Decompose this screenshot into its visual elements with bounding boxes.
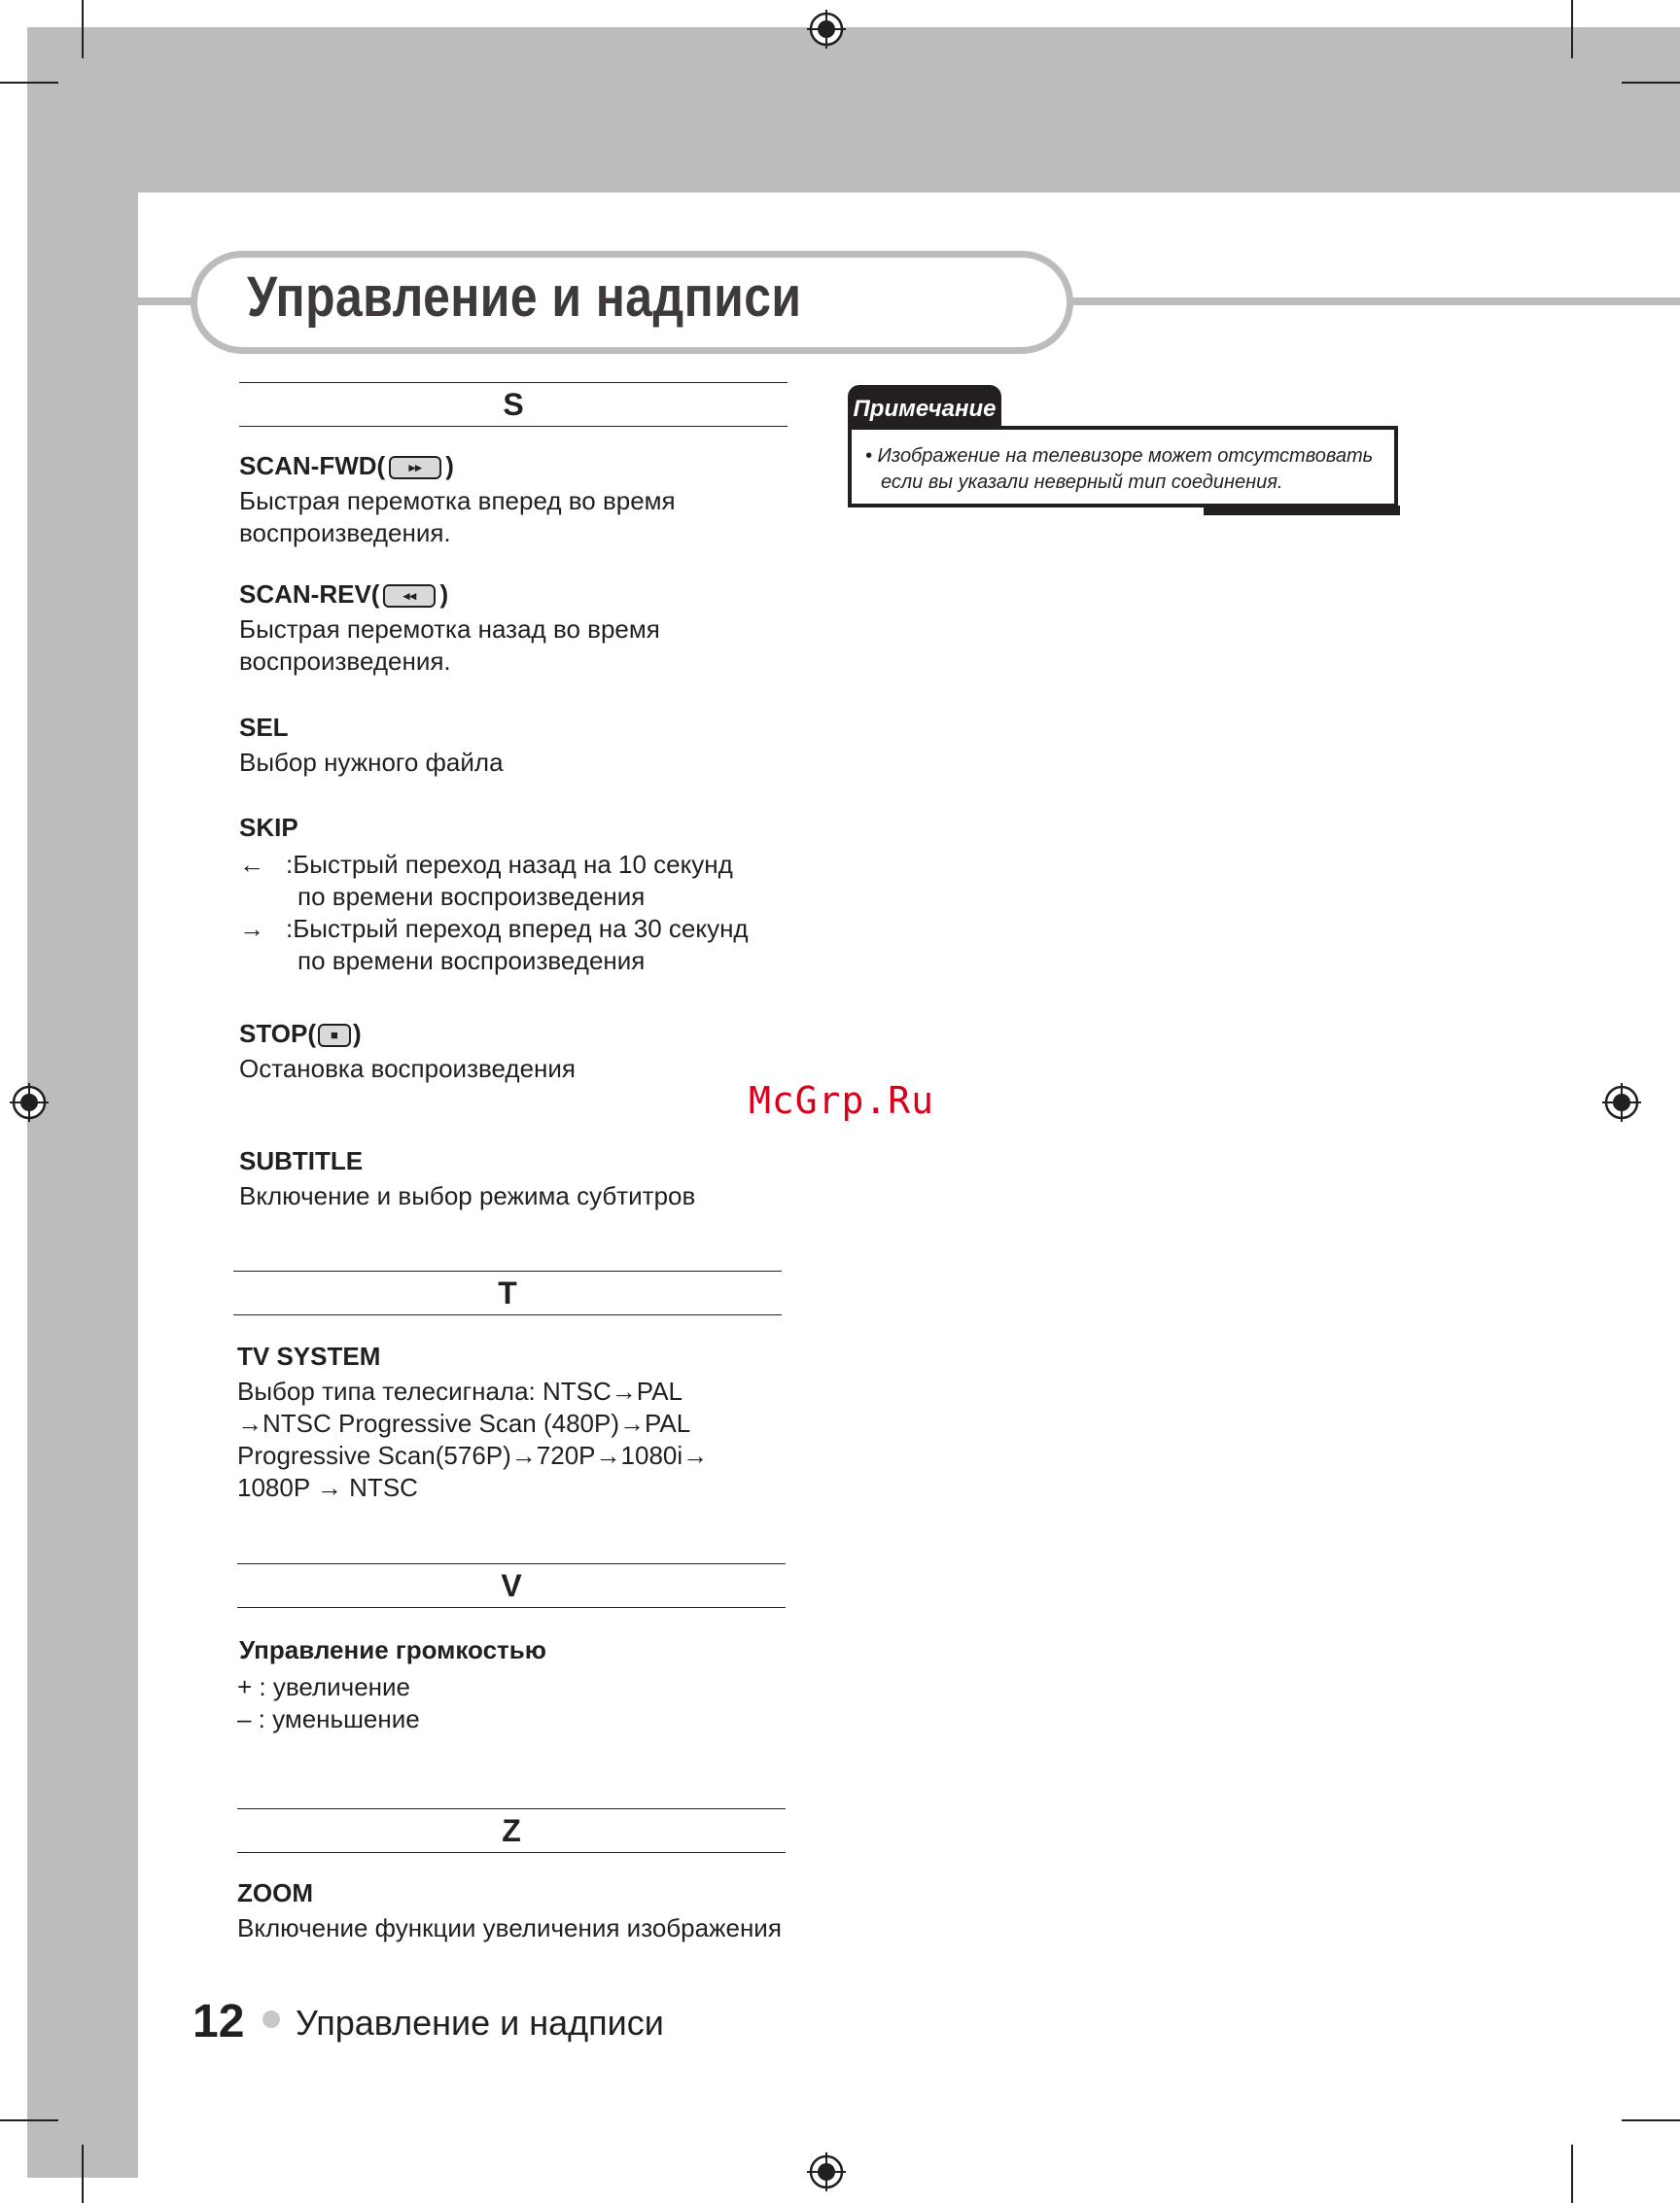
entry-sel	[239, 713, 504, 779]
crop-mark	[1571, 2145, 1573, 2203]
crop-mark	[82, 0, 84, 58]
term-description: Остановка воспроизведения	[239, 1054, 576, 1083]
term-description: Progressive Scan(576P)→720P→1080i→	[237, 1441, 709, 1470]
page-number: 12	[192, 1996, 245, 2047]
term-description: →NTSC Progressive Scan (480P)→PAL	[237, 1409, 691, 1438]
note-label: Примечание	[848, 385, 1001, 430]
bullet-dot-icon	[262, 2011, 280, 2028]
stop-icon: ■	[318, 1024, 351, 1047]
watermark: McGrp.Ru	[749, 1079, 935, 1122]
note-box	[848, 426, 1398, 507]
crop-mark	[0, 2119, 58, 2121]
term-label: TV SYSTEM	[237, 1342, 381, 1371]
term-label: SCAN-REV( ◂◂ )	[239, 579, 449, 609]
skip-fwd-line: по времени воспроизведения	[298, 946, 646, 975]
rewind-icon: ◂◂	[383, 584, 436, 608]
entry-tv-system	[237, 1342, 708, 1504]
term-label: Управление громкостью	[239, 1635, 546, 1664]
arrow-right-icon: →	[239, 914, 264, 943]
top-gray-band	[27, 27, 1680, 192]
term-description: Включение и выбор режима субтитров	[239, 1181, 696, 1210]
term-label: SUBTITLE	[239, 1146, 364, 1175]
section-header-z: Z	[237, 1808, 786, 1853]
skip-back-line: по времени воспроизведения	[298, 882, 646, 911]
entry-skip	[239, 813, 749, 977]
fast-forward-icon: ▸▸	[389, 456, 441, 479]
term-description: Быстрая перемотка назад во время	[239, 614, 660, 644]
skip-fwd-line: → :Быстрый переход вперед на 30 секунд	[239, 914, 749, 943]
arrow-left-icon: ←	[239, 850, 264, 879]
section-header-t: T	[233, 1271, 782, 1315]
term-description: Выбор типа телесигнала: NTSC→PAL	[237, 1377, 682, 1406]
term-description: Выбор нужного файла	[239, 748, 504, 777]
crop-mark	[1622, 82, 1680, 84]
registration-mark-icon	[1600, 1081, 1643, 1124]
volume-minus: – : уменьшение	[237, 1704, 420, 1733]
page-title: Управление и надписи	[247, 265, 802, 329]
footer-title: Управление и надписи	[296, 2003, 664, 2043]
term-label: STOP( ■ )	[239, 1019, 362, 1048]
registration-mark-icon	[805, 8, 848, 51]
note-line: если вы указали неверный тип соединения.	[881, 472, 1283, 493]
term-label: SCAN-FWD( ▸▸ )	[239, 451, 454, 480]
section-header-v: V	[237, 1563, 786, 1608]
term-description: Быстрая перемотка вперед во время	[239, 486, 676, 515]
entry-zoom	[237, 1878, 782, 1944]
term-description: Включение функции увеличения изображения	[237, 1913, 782, 1942]
entry-subtitle	[239, 1146, 695, 1212]
term-label: SEL	[239, 713, 289, 742]
entry-scan-fwd	[239, 451, 676, 549]
registration-mark-icon	[805, 2151, 848, 2193]
term-label: ZOOM	[237, 1878, 313, 1907]
term-label: SKIP	[239, 813, 298, 842]
entry-stop	[239, 1019, 576, 1085]
title-rule-left	[138, 297, 196, 305]
crop-mark	[1571, 0, 1573, 58]
term-description: 1080P → NTSC	[237, 1473, 418, 1502]
entry-scan-rev	[239, 579, 660, 678]
registration-mark-icon	[8, 1081, 51, 1124]
section-header-s: S	[239, 382, 788, 427]
crop-mark	[82, 2145, 84, 2203]
crop-mark	[0, 82, 58, 84]
term-description: воспроизведения.	[239, 518, 451, 547]
entry-volume	[239, 1635, 546, 1735]
note-line: • Изображение на телевизоре может отсутствовать	[865, 445, 1374, 467]
term-description: воспроизведения.	[239, 647, 451, 676]
title-rule-right	[1069, 297, 1680, 305]
crop-mark	[1622, 2119, 1680, 2121]
skip-back-line: ← :Быстрый переход назад на 10 секунд	[239, 850, 733, 879]
volume-plus: + : увеличение	[237, 1672, 411, 1701]
